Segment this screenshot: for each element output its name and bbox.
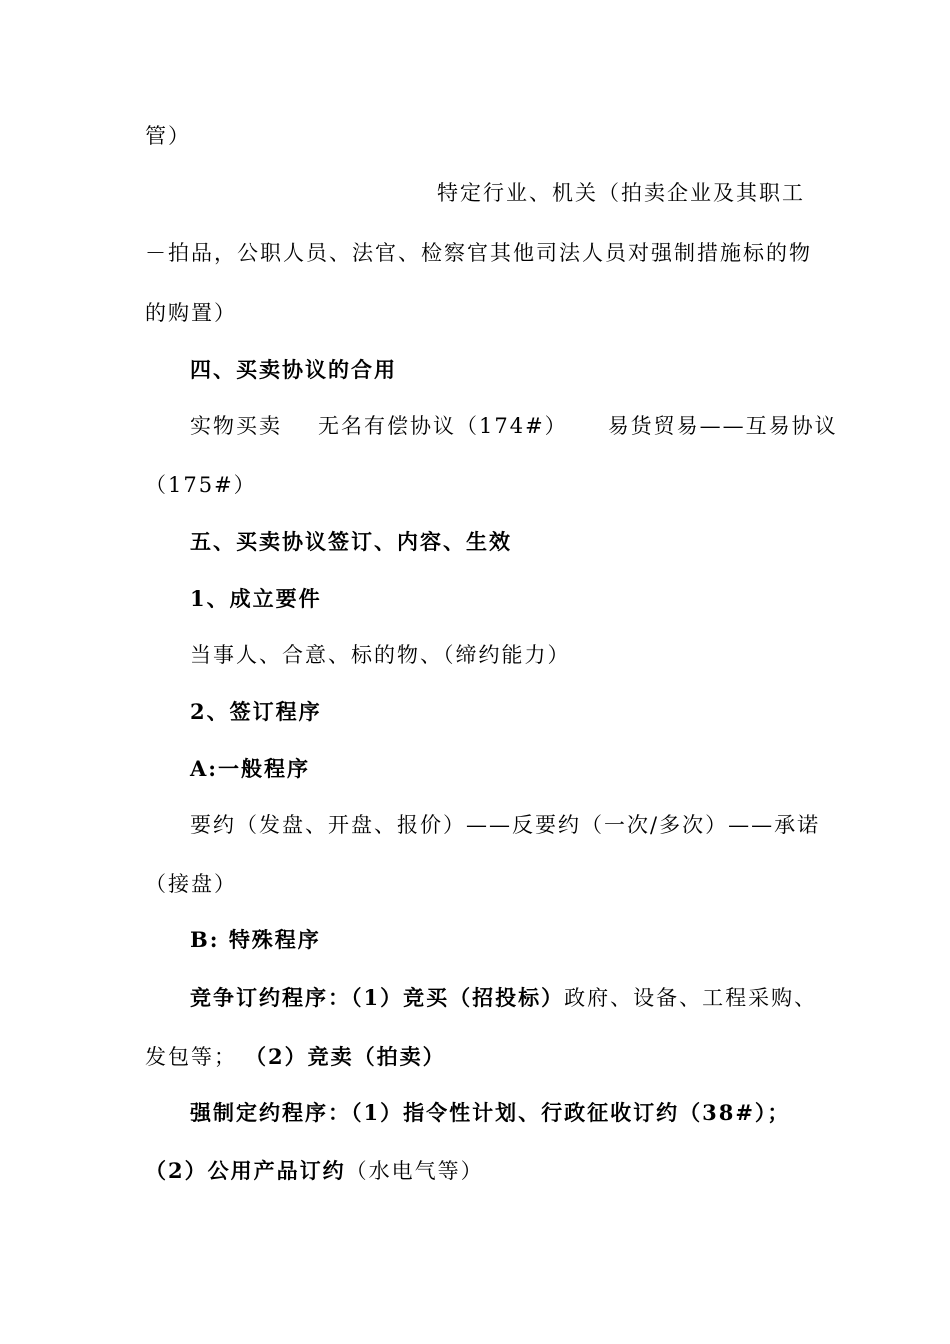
text-line: 管）	[145, 124, 191, 148]
text-segment: （水电气等）	[345, 1159, 484, 1183]
text-segment: 实物买卖	[190, 414, 282, 438]
section-heading: 五、买卖协议签订、内容、生效	[190, 529, 512, 554]
text-line: 当事人、合意、标的物、（缔约能力）	[190, 643, 571, 667]
text-segment: （2）竞卖（拍卖）	[245, 1044, 446, 1069]
text-line: （接盘）	[145, 872, 237, 896]
text-line: 的购置）	[145, 301, 237, 325]
text-segment: 政府、设备、工程采购、	[564, 986, 818, 1010]
text-segment: （2）公用产品订约	[145, 1158, 346, 1183]
text-line: 特定行业、机关（拍卖企业及其职工	[437, 181, 805, 205]
text-line: （175#）	[145, 473, 257, 497]
subsection-heading: 2、签订程序	[190, 699, 322, 724]
text-line: 要约（发盘、开盘、报价）——反要约（一次/多次）——承诺	[190, 813, 821, 837]
subsection-heading: 1、成立要件	[190, 586, 322, 611]
subsection-heading: B: 特殊程序	[190, 927, 321, 952]
subsection-heading: A:一般程序	[190, 756, 311, 781]
text-line	[145, 1037, 805, 1077]
text-segment: 易货贸易——互易协议	[607, 414, 838, 438]
text-line	[190, 406, 838, 446]
text-line: 强制定约程序：（1）指令性计划、行政征收订约（38#）；	[190, 1100, 791, 1125]
text-line: －拍品，公职人员、法官、检察官其他司法人员对强制措施标的物	[145, 241, 812, 265]
text-line	[145, 1151, 805, 1191]
text-segment: 无名有偿协议（174#）	[318, 414, 568, 438]
text-line	[190, 978, 818, 1018]
text-segment: 竞争订约程序：（1）竞买（招投标）	[190, 985, 565, 1010]
text-segment: 发包等；	[145, 1045, 237, 1069]
section-heading: 四、买卖协议的合用	[190, 357, 397, 382]
